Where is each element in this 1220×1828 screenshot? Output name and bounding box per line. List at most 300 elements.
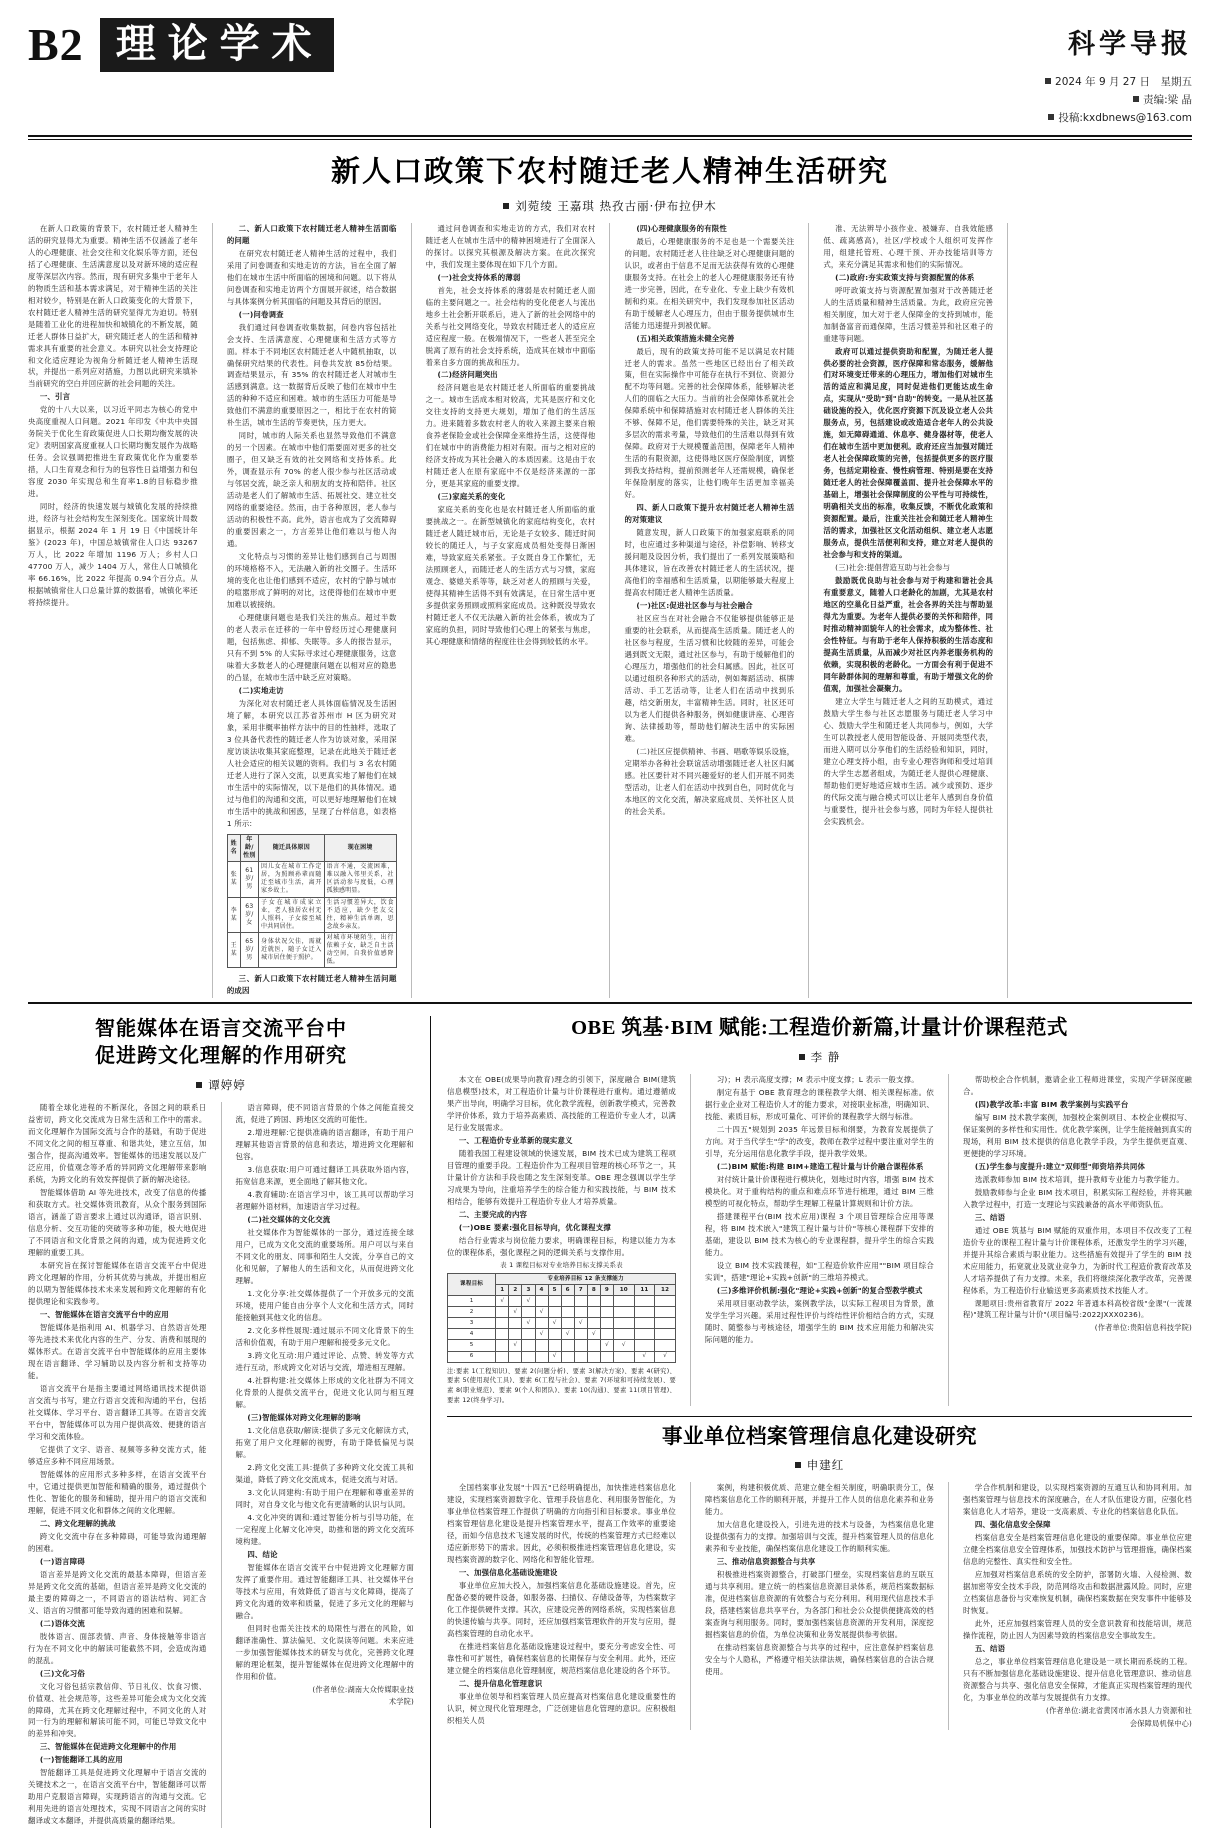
paragraph: 语言差异是跨文化交流的最基本障碍，但语言差异是跨文化交流的基础，但语言差异是跨文化交流的最主要的障碍之一，不同语言的语法结构、词汇含义、语言的习惯都可能导致沟通的困难和误解。 — [28, 1569, 207, 1615]
article-headline — [28, 1016, 414, 1070]
table-cell — [522, 1329, 535, 1340]
paragraph: 事业单位应加大投入，加强档案信息化基础设施建设。首先，应配备必要的硬件设备，如服务器、扫描仪、存储设备等，为档案数字化工作提供硬件支撑。其次，应建设完善的网络系统，实现档案信息的快速传输与共享。同时，还应加强档案管理软件的开发与应用，提高档案管理的自动化水平。 — [447, 1581, 676, 1638]
square-bullet-icon — [1048, 114, 1054, 120]
column-divider — [808, 223, 809, 999]
table-cell — [496, 1318, 509, 1329]
paragraph: 4.文化冲突的调和:通过智能分析与引导功能，在一定程度上化解文化冲突，助推和谐的跨文化交流环境构建。 — [235, 1512, 414, 1546]
paragraph: 随着我国工程建设领域的快速发展，BIM 技术已成为建筑工程项目管理的重要手段。工程造价作为工程项目管理的核心环节之一，其计量计价方法和手段也随之发生深刻变革。OBE 理念强调以学生学习成果为导向，注重培养学生的综合能力和实践技能，与 BIM 技术相结合，能够有效提升工程造价专业人才培养质量。 — [447, 1148, 676, 1206]
table-header-cell: 6 — [561, 1285, 574, 1296]
table-cell — [496, 1351, 509, 1362]
paragraph: 同时，城市的人际关系也显然导致他们不满意的另一个因素。在城市中他们需要面对更多的社交圈子，但又缺乏有效的社交网络和支持体系。此外，调查显示有 70% 的老人很少参与社区活动或与邻居交流，缺乏亲人和朋友的支持和陪伴。社区活动是老人们了解城市生活、拓展社交、建立社交网络的重要途径。然而，由于各种原因，老人参与活动的积极性不高。此外，语言也成为了交流障碍的重要因素之一，方言差异让他们难以与他人沟通。 — [226, 431, 397, 549]
table-header-cell: 5 — [548, 1285, 561, 1296]
paragraph: 社交媒体作为智能媒体的一部分，通过连接全球用户，已成为文化交流的重要场所。用户可以与来自不同文化的朋友、同事和陌生人交流，分享自己的文化和见解，了解他人的生活和文化，从而促进跨文化理解。 — [235, 1228, 414, 1286]
paragraph: 总之，事业单位档案管理信息化建设是一项长期而系统的工程。只有不断加强信息化基础设施建设、提升信息化管理意识、推动信息资源整合与共享、强化信息安全保障，才能真正实现档案管理的现代化，为事业单位的改革与发展提供有力支撑。 — [963, 1656, 1192, 1702]
paragraph: 1.文化信息获取/解读:提供了多元文化解读方式，拓宽了用户文化理解的视野，有助于降低偏见与误解。 — [235, 1425, 414, 1459]
table-cell — [634, 1318, 655, 1329]
author-affiliation: 会保障局机保中心) — [1129, 1718, 1192, 1728]
table-cell: 6 — [448, 1351, 496, 1362]
table-row — [448, 1351, 676, 1362]
column-divider — [212, 223, 213, 999]
subheading: 一、加强信息化基础设施建设 — [458, 1568, 558, 1578]
lower-right-stack — [447, 1016, 1192, 1828]
table-cell — [587, 1340, 600, 1351]
table-row — [448, 1340, 676, 1351]
table-cell: √ — [509, 1307, 522, 1318]
paragraph: (二)社区应提供精神、书画、唱歌等娱乐设施，定期举办各种社会联谊活动增强随迁老人社区归属感。社区要针对不同兴趣爱好的老人们开展不同类型活动，让老人们在活动中找到自色，同时优化与本地区的文化交流，解决家庭成员、关怀社区人员的社会关系。 — [624, 747, 795, 816]
subheading: (三)多维评价机制:强化"理论+实践+创新"的复合型教学模式 — [716, 1285, 923, 1295]
paragraph: 3.文化认同建构:有助于用户在理解和尊重差异的同时，对自身文化与他文化有更清晰的认识与认同。 — [235, 1487, 414, 1509]
paragraph: 首先，社会支持体系的薄弱是农村随迁老人面临的主要问题之一。社会结构的变化使老人与流出地乡土社会断开联系后，进入了新的社会网络中的关系与社交网络变化，导致农村随迁老人的适应应适应程度一般。在极端情况下，一些老人甚至完全脱离了原有的社会支持系统，造成其在城市中面临着来自多方面的挑战和压力。 — [425, 285, 596, 367]
funding-note: 课题项目:贵州省教育厅 2022 年普通本科高校省级"金课"(一流课程)"建筑工程计量与计价"(项目编号:2022JXXX0236)。 — [963, 1298, 1192, 1320]
paragraph: 4.教育辅助:在语言学习中，该工具可以帮助学习者理解外语材料，加速语言学习过程。 — [235, 1190, 414, 1212]
paragraph: 随着全球化进程的不断深化，各国之间的联系日益密切，跨文化交流成为日常生活和工作中的需求。而文化理解作为国际交流与合作的基础，有助于促进不同文化之间的相互尊重、和谐共处，建立互信，加强合作，提高沟通效率。智能媒体的迅速发展以及广泛应用，价值观念等矛盾的异同跨文化理解带来影响系统，为跨文化的有效发挥提供了新的解决途径。 — [28, 1103, 207, 1185]
subheading: (一)OBE 要素:强化目标导向，优化课程支撑 — [458, 1222, 611, 1232]
subheading: 五、结语 — [974, 1643, 1006, 1653]
subheading: (四)教学改革:丰富 BIM 教学案例与实践平台 — [974, 1099, 1129, 1109]
paragraph: 应加强对档案信息系统的安全防护，部署防火墙、入侵检测、数据加密等安全技术手段，防范网络攻击和数据泄露风险。同时，应建立档案信息备份与灾难恢复机制，确保档案数据在突发事件中能够及时恢复。 — [963, 1570, 1192, 1616]
table-header-cell: 姓名 — [227, 834, 240, 861]
issue-date-text: 2024 年 9 月 27 日 星期五 — [1055, 75, 1192, 88]
square-bullet-icon — [799, 1054, 805, 1060]
table-cell: 李某 — [227, 897, 240, 932]
table-cell: √ — [509, 1340, 522, 1351]
paragraph: 编写 BIM 技术教学案例，加强校企案例项目、本校企业模拟写、保证案例的多样性和实用性。优化教学案例，让学生能接触到真实的现场，利用 BIM 技术提供的信息化教学手段，为学生提供更直观、更便捷的学习环境。 — [963, 1112, 1192, 1158]
paragraph: 通过 OBE 筑基与 BIM 赋能的双重作用，本项目不仅改变了工程造价专业的课程工程计量与计价课程体系，还激发学生的学习兴趣，并提升其综合素质与职业能力。这些措施有效提升了学生的 BIM 技术应用能力，拓宽就业及就业竞争力，为新时代工程造价教育改革及人才培养提供了有力支撑。未来，我们将继续深化教学改革，完善课程体系，为工程造价行业输送更多高素质技术技能人才。 — [963, 1225, 1192, 1295]
paragraph: 最后，心理健康服务的不足也是一个需要关注的问题。农村随迁老人往往缺乏对心理健康问题的认识，或者由于信息不足而无法获得有效的心理健康服务支持。在社会上的老人心理健康服务还有待进一步完善，因此，在专业化、专业上缺少有效机制和约束。在相关研究中，我们发现参加社区活动有助于缓解老人心理压力，但由于服务提供城市生活能力迅速提升到被优解。 — [624, 236, 795, 330]
table-cell — [509, 1329, 522, 1340]
paragraph: 在推进档案信息化基础设施建设过程中，要充分考虑安全性、可靠性和可扩展性，确保档案信息的长期保存与安全利用。此外，还应建立健全的档案信息化管理制度，规范档案信息化建设的各个环节。 — [447, 1641, 676, 1675]
table-cell — [574, 1340, 587, 1351]
table-cell — [496, 1340, 509, 1351]
table-cell — [535, 1340, 548, 1351]
article-top-columns — [28, 223, 1192, 999]
table-cell — [509, 1296, 522, 1307]
course-goal-table — [447, 1273, 676, 1362]
column-divider — [948, 1074, 949, 1406]
table-cell — [548, 1307, 561, 1318]
byline — [28, 198, 1192, 214]
paragraph: 全国档案事业发展"十四五"已经明确提出，加快推进档案信息化建设，实现档案资源数字化、管理手段信息化、利用服务智能化，为事业单位档案管理工作提供了明确的方向指引和目标要求。事业单位档案管理信息化建设是提升档案管理水平，提高工作效率的重要途径，而如今信息技术飞速发展的时代，传统的档案管理方式已经难以适应新形势下的需求。因此，必须积极推进档案管理信息化建设，实现档案资源的数字化、网络化和智能化管理。 — [447, 1483, 676, 1565]
subheading: 三、智能媒体在促进跨文化理解中的作用 — [39, 1742, 177, 1752]
article-headline: 事业单位档案管理信息化建设研究 — [662, 1425, 977, 1448]
section-divider — [28, 1002, 1192, 1004]
paragraph: (三)社会:提倡营造互助与社会参与 — [835, 563, 951, 573]
table-cell — [535, 1296, 548, 1307]
article-column — [963, 1482, 1192, 1730]
article-columns — [447, 1074, 1192, 1406]
table-cell — [535, 1318, 548, 1329]
article-divider — [447, 1416, 1192, 1417]
table-cell — [614, 1329, 635, 1340]
table-cell — [548, 1340, 561, 1351]
paragraph: 此外，还应加强档案管理人员的安全意识教育和技能培训，规范操作流程，防止因人为因素导致的档案信息安全事故发生。 — [963, 1619, 1192, 1640]
paragraph: 智能媒体在语言交流平台中促进跨文化理解方面发挥了重要作用。通过智能翻译工具、社交媒体平台等技术与应用，有效降低了语言与文化障碍，提高了跨文化沟通的效率和质量，促进了多元文化的理解与融合。 — [235, 1562, 414, 1620]
table-cell: 王某 — [227, 932, 240, 967]
table-cell: 2 — [448, 1307, 496, 1318]
table-header-cell: 1 — [496, 1285, 509, 1296]
square-bullet-icon — [196, 1082, 202, 1088]
table-cell: 张某 — [227, 862, 240, 897]
table-cell — [600, 1351, 613, 1362]
table-cell: √ — [548, 1351, 561, 1362]
table-cell — [634, 1296, 655, 1307]
table-cell — [600, 1329, 613, 1340]
table-header-cell: 2 — [509, 1285, 522, 1296]
table-row — [227, 932, 396, 967]
subheading: (一)社区:促进社区参与与社会融合 — [636, 601, 753, 611]
table-cell — [587, 1296, 600, 1307]
paragraph: 加大信息化建设投入，引进先进的技术与设备，为档案信息化建设提供强有力的支撑。加强培训与交流，提升档案管理人员的信息化素养和专业技能，确保档案信息化建设工作的顺利实施。 — [705, 1520, 934, 1554]
table-cell — [587, 1318, 600, 1329]
subheading: (三)文化习俗 — [39, 1668, 85, 1678]
table-cell — [655, 1318, 676, 1329]
article-column — [447, 1074, 676, 1406]
paragraph: 呼吁政策支持与资源配置加强对于改善随迁老人的生活质量和精神生活质量。为此，政府应完善相关制度，加大对于老人保障金的支持到城市，能加制备富音而通保障，生活习惯差异和社区难子的重建等问题。 — [823, 285, 994, 343]
subheading: 四、新人口政策下提升农村随迁老人精神生活的对策建议 — [624, 503, 795, 525]
table-cell: 61 岁/男 — [240, 862, 258, 897]
column-divider — [948, 1482, 949, 1730]
table-cell — [600, 1296, 613, 1307]
table-cell: 65 岁/男 — [240, 932, 258, 967]
respondent-table — [227, 834, 397, 968]
table-header-cell: 现在困境 — [324, 834, 396, 861]
table-cell: 子女在城市成家立业，老人独居农村无人照料，子女接至城中共同居住。 — [259, 897, 325, 932]
page-title: 新人口政策下农村随迁老人精神生活研究 — [330, 156, 889, 189]
column-divider — [690, 1074, 691, 1406]
paragraph: 家庭关系的变化也是农村随迁老人所面临的重要挑战之一。在新型城镇化的家庭结构变化，农村随迁老人随迁城市后，无论是子女较多、随迁时间较长的随迁人，与子女家庭成员相处变得日渐困难，导致家庭关系紧张。子女既自身工作繁忙，无法照顾老人，而随迁老人的生活方式与习惯，家庭观念、婆媳关系等等，缺乏对老人的照顾与关爱，使得其精神生活得不到有效满足，在日常生活中更多提供家务照顾或照料家庭成员。这种既没导致农村随迁老人不仅无法融入新的社会体系，被成为了家庭的负担，同时导致他们心理上的紧张与焦虑，其心理健康和情绪的程度往往会得到较低的水平。 — [425, 505, 596, 647]
paragraph: 社区应当在对社会融合不仅能够提供能够正是重要的社会联系，从而提高生活质量。随迁老人的社区参与程度，生活习惯和比较随的差异，可能会遇到既文无限，通过社区参与，有助于缓解他们的心理压力，增强他们的社会归属感。因此，社区可以通过组织各种形式的活动，例如舞蹈活动、棋牌活动、手工艺活动等，让老人们在活动中找到乐趣，结交新朋友，丰富精神生活。同时，社区还可以为老人们提供各种服务，例如健康讲座、心理咨询、法律援助等，帮助他们解决生活中的实际困难。 — [624, 614, 795, 744]
table-header-cell: 4 — [535, 1285, 548, 1296]
paragraph: 心理健康问题也是我们关注的焦点。超过半数的老人表示在迁移的一年中曾经历过心理健康问题，包括焦虑、抑郁、失眠等。多人的报告显示，只有不到 5% 的人实际寻求过心理健康服务，这意味着大多数老人的心理健康问题在以相对应的隐患的凸显，在城市生活中缺乏应对策略。 — [226, 613, 397, 683]
article-column — [236, 1102, 415, 1828]
subheading: (二)社交媒体的文化交流 — [247, 1215, 331, 1225]
table-cell — [496, 1329, 509, 1340]
article-column — [823, 223, 993, 999]
byline — [447, 1049, 1192, 1065]
subheading: 二、提升信息化管理意识 — [458, 1678, 543, 1688]
paragraph: 在新人口政策的背景下，农村随迁老人精神生活的研究显得尤为重要。精神生活不仅涵盖了老年人的心理健康、社会交往和文化娱乐等方面，还包括了心理健康、生活满意度以及对新环境的适应程度等深层次内容。然而，现有研究多集中于老年人的物质生活和基本需求满足，对于精神生活的关注相对较少，特别是在新人口政策变化的大背景下，农村随迁老人精神生活的研究显得尤为迫切。特别是随着工业化的进程加快和城镇化的不断发展，随迁老人群体日益扩大，研究随迁老人的生活和精神需求具有重要的社会意义。本研究以社会支持理论和文化适应理论为视角分析随迁老人精神生活现状，并提出一系列应对措施，力图以此研究来填补当前研究的空白并回应新的社会问题的关注。 — [28, 223, 198, 389]
paragraph: 本研究旨在探讨智能媒体在语言交流平台中促进跨文化理解的作用，分析其优势与挑战，并提出相应的以期为智能媒体技术未来发展和跨文化理解的有化提供理论和实践参考。 — [28, 1261, 207, 1307]
paragraph: 肢体语言、面部表情、声音、身体接触等非语言行为在不同文化中的解读可能截然不同，会造成沟通的混乱。 — [28, 1631, 207, 1665]
table-cell — [561, 1318, 574, 1329]
paragraph: 学合作机制和建设，以实现档案资源的互通互认和协同利用。加强档案管理与信息技术的深度融合，在人才队伍建设方面，应强化档案信息化人才培养，建设一支高素质、专业化的档案信息化队伍。 — [963, 1483, 1192, 1517]
byline-text: 谭婷婷 — [208, 1078, 246, 1093]
article-headline: OBE 筑基·BIM 赋能:工程造价新篇,计量计价课程范式 — [571, 1017, 1068, 1040]
table-cell — [574, 1296, 587, 1307]
table-cell: 语言不通，交流困难，难以融入邻里关系，社区活动参与度低，心理孤独感明显。 — [324, 862, 396, 897]
table-header-cell: 专业培养目标 12 条支撑能力 — [496, 1274, 676, 1285]
paragraph: 3.跨文化互动:用户通过评论、点赞、转发等方式进行互动，形成跨文化对话与交流，增进相互理解。 — [235, 1350, 414, 1372]
table-row — [448, 1318, 676, 1329]
byline-text: 刘菀绫 王嘉琪 热孜古丽·伊布拉伊木 — [515, 198, 717, 213]
table-cell — [655, 1296, 676, 1307]
author-affiliation: (作者单位:贵阳信息科技学院) — [1094, 1322, 1192, 1332]
article-column — [426, 223, 596, 999]
subheading: (五)相关政策措施未健全完善 — [636, 333, 735, 343]
column-divider — [1007, 223, 1008, 999]
paragraph: 建立大学生与随迁老人之间的互助模式，通过鼓励大学生参与社区志愿服务与随迁老人学习中心、鼓励大学生和随迁老人共同参与，例如，大学生可以教授老人使用智能设备、开展同类型代表，而进入期可以分享他们的生活经验和知识，同时，建立心理支持小组，由专业心理咨询师和受过培训的大学生志愿者组成，为随迁老人提供心理健康、帮助他们更好地适应城市生活。减少或预防、逐步的代际交流与融合模式可以让老年人感到自身价值与重要性，提升社会参与感，同时为年轻人提供社会实践机会。 — [823, 697, 994, 826]
table-cell — [600, 1318, 613, 1329]
table-cell — [574, 1307, 587, 1318]
article-columns — [447, 1482, 1192, 1730]
article-column — [624, 223, 794, 999]
subheading: 三、推动信息资源整合与共享 — [716, 1557, 816, 1567]
table-cell — [561, 1296, 574, 1307]
subheading: (二)政府:夯实政策支持与资源配置的体系 — [835, 272, 975, 282]
article-column — [28, 1102, 207, 1828]
table-cell: √ — [535, 1307, 548, 1318]
table-cell — [548, 1296, 561, 1307]
paragraph: 在推动档案信息资源整合与共享的过程中，应注意保护档案信息安全与个人隐私，严格遵守相关法律法规，确保档案信息的合法合规使用。 — [705, 1642, 934, 1676]
table-cell: √ — [614, 1340, 635, 1351]
paragraph: 同时，经济的快速发展与城镇化发展的持续推进，经济与社会结构发生深刻变化。国家统计局数据显示，根据 2024 年 1 月 19 日《中国统计年鉴》(2023 年)，中国总城镇常住人口达 93267 万人，比 2022 年增加 1196 万人；乡村人口 47700 万人，减少 1404 万人，常住人口城镇化率 66.16%，比 2022 年提高 0.94个百分点。从根据城镇常住人口总量计算的数据看，城镇化率还将持续提升。 — [28, 502, 198, 608]
paragraph: 2.增进理解:它提供准确的语言翻译，有助于用户理解其他语言背景的信息和表达，增进跨文化理解和包容。 — [235, 1128, 414, 1162]
paragraph: 档案信息安全是档案管理信息化建设的重要保障。事业单位应建立健全档案信息安全管理体系，加强技术防护与管理措施，确保档案信息的完整性、真实性和安全性。 — [963, 1533, 1192, 1567]
table-cell: √ — [496, 1296, 509, 1307]
paragraph: 3.信息获取:用户可通过翻译工具获取外语内容，拓宽信息来源，更全面地了解其他文化。 — [235, 1165, 414, 1187]
table-cell — [509, 1318, 522, 1329]
subheading: (三)家庭关系的变化 — [437, 492, 506, 502]
lower-zone — [28, 1016, 1192, 1828]
article-obe — [447, 1016, 1192, 1405]
paragraph: 选派教师参加 BIM 技术培训，提升教师专业能力与教学能力。 — [974, 1174, 1184, 1184]
author-affiliation: (作者单位:湖南大众传媒职业技 — [312, 1684, 414, 1694]
table-header-row — [227, 834, 396, 861]
section-title: 理论学术 — [100, 18, 334, 72]
table-cell: √ — [535, 1329, 548, 1340]
paragraph: 设立 BIM 技术实践课程，如"工程造价软件应用""BIM 项目综合实训"，搭建"理论+实践+创新"的三维培养模式。 — [705, 1260, 934, 1282]
paragraph: 智能媒体借助 AI 等先进技术，改变了信息的传播和获取方式。社交媒体资讯教育，从众个服务到国际语言，涵盖了语言要求上通过以沟通译，语言识别、信息分析、交互功能的突破等多种功能，极大地促进了不同语言和文化背景之间的沟通，成为促进跨文化理解的重要工具。 — [28, 1188, 207, 1258]
table-cell: 对城市环境陌生，出行依赖子女，缺乏自主活动空间，自我价值感降低。 — [324, 932, 396, 967]
subheading: (一)社会支持体系的薄弱 — [437, 272, 521, 282]
table-note: 注:要素 1(工程知识)、要素 2(问题分析)、要素 3(解决方案)、要素 4(研究)、要素 5(使用现代工具)、要素 6(工程与社会)、要素 7(环境和可持续发展)、要素 8(职业规范)、要素 9(个人和团队)、要素 10(沟通)、要素 11(项目管理)、要素 12(终身学习)。 — [447, 1367, 676, 1404]
masthead-rule-thin — [28, 139, 1192, 140]
paragraph: 跨文化交流中存在多种障碍，可能导致沟通理解的困难。 — [28, 1531, 207, 1553]
table-row — [448, 1307, 676, 1318]
subheading: (二)经济问题突出 — [437, 370, 498, 380]
table-cell: √ — [522, 1318, 535, 1329]
subheading: (二)BIM 赋能:构建 BIM+建造工程计量与计价融合课程体系 — [716, 1161, 924, 1171]
table-header-cell: 年龄/性别 — [240, 834, 258, 861]
masthead-right — [1045, 18, 1192, 127]
table-cell — [561, 1351, 574, 1362]
byline — [28, 1077, 414, 1093]
table-cell: √ — [587, 1329, 600, 1340]
paragraph: 但同时也需关注技术的局限性与潜在的风险，如翻译准确性、算法偏见、文化误读等问题。未来应进一步加强智能媒体技术的研发与优化，完善跨文化理解的理论框架，提升智能媒体在促进跨文化理解中的作用和价值。 — [235, 1623, 414, 1681]
square-bullet-icon — [503, 203, 509, 209]
subheading: 四、强化信息安全保障 — [974, 1520, 1051, 1530]
paragraph: 案例，构建积极优质、范建立健全相关制度，明确职责分工，保障档案信息化工作的顺利开展，并提升工作人员的信息化素养和业务能力。 — [705, 1483, 934, 1517]
submission-line — [1045, 110, 1192, 128]
table-header-cell: 课程目标 — [448, 1274, 496, 1296]
square-bullet-icon — [1133, 96, 1139, 102]
table-cell: 4 — [448, 1329, 496, 1340]
table-cell — [535, 1351, 548, 1362]
subheading: 二、新人口政策下农村随迁老人精神生活面临的问题 — [226, 223, 397, 245]
article-column — [705, 1074, 934, 1406]
paragraph: 鼓励教师参与企业 BIM 技术项目，积累实际工程经验，并将其融入教学过程中，打造一支理论与实践兼备的高水平师资队伍。 — [963, 1187, 1192, 1209]
paragraph: 智能媒体是指利用 AI、机器学习、自然语言处理等先进技术来优化内容的生产、分发、消费和展现的媒体形式。在语言交流平台中智能媒体的应用主要体现在语言翻译、学习辅助以及内容分析和支持等功能。 — [28, 1322, 207, 1380]
table-cell — [496, 1307, 509, 1318]
column-divider — [690, 1482, 691, 1730]
article-columns — [28, 1102, 414, 1828]
table-cell — [614, 1296, 635, 1307]
subheading: 三、新人口政策下农村随迁老人精神生活问题的成因 — [226, 974, 397, 996]
subheading: 一、引言 — [39, 392, 71, 402]
table-cell — [561, 1307, 574, 1318]
table-cell — [574, 1351, 587, 1362]
paragraph: 对付统计量计价课程进行模块化，划地过时内容，增强 BIM 技术模块化。对于重构结构的重点和难点环节进行梳理，通过 BIM 三维模型的可视化特点，帮助学生理解工程量计算规则和计价方法。 — [705, 1174, 934, 1208]
table-cell — [655, 1340, 676, 1351]
paragraph: 结合行业需求与岗位能力要求，明确课程目标，构建以能力为本位的课程体系，强化课程之间的逻辑关系与支撑作用。 — [447, 1235, 676, 1257]
article-column — [28, 223, 198, 999]
article-top — [28, 154, 1192, 998]
table-cell — [561, 1340, 574, 1351]
masthead-left — [28, 18, 334, 72]
masthead-rule — [28, 135, 1192, 137]
subheading: 四、结论 — [247, 1549, 278, 1559]
table-cell: √ — [574, 1318, 587, 1329]
table-cell — [522, 1351, 535, 1362]
paragraph: 帮助校企合作机制，邀请企业工程师进课堂，实现产学研深度融合。 — [963, 1074, 1192, 1096]
subheading: 二、主要完成的内容 — [458, 1209, 528, 1219]
table-header-cell: 11 — [634, 1285, 655, 1296]
table-cell — [574, 1329, 587, 1340]
paragraph: 2.文化多样性展现:通过展示不同文化背景下的生活和价值观，有助于用户理解和接受多元文化。 — [235, 1325, 414, 1347]
article-column — [447, 1482, 676, 1730]
paragraph: 智能翻译工具是促进跨文化理解中于语言交流的关键技术之一，在语言交流平台中，智能翻译可以帮助用户克服语言障碍，实现跨语言的沟通与交流。它利用先进的语言处理技术，实现不同语言之间的实时翻译或文本翻译，并提供高质量的翻译结果。 — [28, 1768, 207, 1826]
table-cell — [634, 1307, 655, 1318]
byline-text: 申建红 — [806, 1458, 845, 1473]
table-header-cell: 8 — [587, 1285, 600, 1296]
paragraph: 采用项目驱动教学法，案例教学法，以实际工程项目为背景，激发学生学习兴趣。采用过程性评价与终结性评价相结合的方式，实现随时、随整参与考核途径，增强学生的 BIM 技术应用能力和解决实际问题的能力。 — [705, 1298, 934, 1344]
paragraph: 在研究农村随迁老人精神生活的过程中，我们采用了问卷调查和实地走访的方法，旨在全面了解他们在城市生活中所面临的困境和问题。以下将从问卷调查和实地走访两个方面展开叙述，结合数据与具体案例分析其面临的问题及其背后的原因。 — [226, 248, 397, 306]
table-cell — [509, 1351, 522, 1362]
table-cell — [614, 1307, 635, 1318]
table-header-cell: 7 — [574, 1285, 587, 1296]
paragraph: 党的十八大以来，以习近平同志为核心的党中央高度重视人口问题。2021 年印发《中共中央国务院关于优化生育政策促进人口长期均衡发展的决定》表明国家高度重视人口长期均衡发展作为战略任务。会议强调把推进生育政策优化作为重要举措，人口生育观念和行为的包容性日益增强力和包容度 2030 年实现总和生育率1.8的目标稳步推进。 — [28, 405, 198, 499]
paragraph: 二十四五"规划到 2035 年远景目标和纲要，为教育发展提供了方向。对于当代学生"学"的改变，教师在教学过程中要注重对学生的引导，充分运用信息化教学手段，提升教学效果。 — [705, 1124, 934, 1158]
editor-text: 责编:梁 晶 — [1143, 93, 1192, 106]
paragraph: 最后，现有的政策支持可能不足以满足农村随迁老人的需求。虽然一些地区已经出台了相关政策，但在实际操作中可能存在执行不到位、资源分配不均等问题。完善的社会保障体系，能够解决老人们的面临之大压力。当前的社会保障体系就社会保障系统中和保障措施对农村随迁老人群体的关注不够、保障不足，他们需要特殊的关注，缺乏对其多层次的需求考量，导致他们的生活难以得到有效保障。政府对于大规模覆盖范围，保障老年人精神生活的有限资源，这使得地区医疗保险制度，调整到我支持结构，提前预测老年人还需规模，确保老年保险制度的落实，让他们晚年生活更加幸福美好。 — [624, 346, 795, 500]
paragraph: 文化习俗包括宗教信仰、节日礼仪、饮食习惯、价值观、社会规范等，这些差异可能会成为文化交流的障碍，尤其在跨文化理解过程中，不同文化的人对同一行为的理解和解读可能不同，可能已导致文化中的差异和冲突。 — [28, 1681, 207, 1739]
article-column — [963, 1074, 1192, 1406]
table-cell: 生活习惯差异大，饮食不适应，缺少老友交往，精神生活单调，思念故乡亲友。 — [324, 897, 396, 932]
paragraph: 我们通过问卷调查收集数据，问卷内容包括社会支持、生活满意度、心理健康和生活方式等方面。样本于不同地区农村随迁老人中随机抽取，以确保研究结果的代表性。问卷共发放 85份结果。调查结果显示，有 35% 的农村随迁老人对城市生活感到满意。这一数据背后反映了他们在城市中生活的种种不适应和困难。城市的生活压力可能是导致他们不满意的重要原因之一，相比于在农村的简朴生活，城市生活的节奏更快，压力更大。 — [226, 322, 397, 428]
paragraph: 经济问题也是农村随迁老人所面临的重要挑战之一。城市生活成本相对较高，尤其是医疗和文化交往支持的支持更大规划，增加了他们的生活压力。进来随着多数农村老人的收入来源主要来自粮食养老保险金或社会保障金来维持生活，这使得他们在城市中的消费能力相对有限。而与之相对应的经济支持成为其社会融入的本质因素。这是由于农村随迁老人在原有家庭中不仅是经济来源的一部分，更是其家庭的重要支撑。 — [425, 383, 596, 489]
table-cell: √ — [548, 1318, 561, 1329]
table-cell — [634, 1340, 655, 1351]
square-bullet-icon — [795, 1462, 801, 1468]
paragraph: 制定有基于 OBE 教育理念的课程教学大纲、相关课程标准。依据行业企业对工程造价人才的能力要求，对接职业标准，明确知识、技能、素质目标，形成可量化、可评价的课程教学大纲与标准。 — [705, 1087, 934, 1121]
table-cell: 1 — [448, 1296, 496, 1307]
zone-divider — [430, 1016, 431, 1828]
paragraph: 它提供了文字、语音、视频等多种交流方式，能够适应多种不同应用场景。 — [28, 1444, 207, 1466]
subheading: (四)心理健康服务的有限性 — [636, 223, 727, 233]
table-cell — [548, 1329, 561, 1340]
article-column — [1022, 223, 1192, 999]
table-cell — [614, 1318, 635, 1329]
table-cell — [587, 1351, 600, 1362]
subheading: (五)学生参与度提升:建立"双师型"师资培养共同体 — [974, 1161, 1146, 1171]
paragraph: 积极推进档案资源整合，打破部门壁垒，实现档案信息的互联互通与共享利用。建立统一的档案信息资源目录体系，规范档案数据标准，促进档案信息资源的有效整合与充分利用。利用现代信息技术手段，搭建档案信息共享平台，为各部门和社会公众提供便捷高效的档案查询与利用服务。同时，要加强档案信息资源的开发利用，深度挖掘档案信息的价值，为单位决策和业务发展提供参考依据。 — [705, 1570, 934, 1639]
paragraph: 文化特点与习惯的差异让他们感到自己与周围的环境格格不入，无法融入新的社交圈子。生活环境的变化也让他们感到不适应，农村的宁静与城市的喧嚣形成了鲜明的对比，这使得他们在城市中更加难以被接纳。 — [226, 552, 397, 610]
table-cell — [522, 1340, 535, 1351]
table-cell: 因儿女在城市工作定居，为照顾孙辈而随迁至城市生活，离开家乡故土。 — [259, 862, 325, 897]
column-divider — [609, 223, 610, 999]
article-archive — [447, 1425, 1192, 1731]
table-header-cell: 9 — [600, 1285, 613, 1296]
paragraph: 语言交流平台是指主要通过网络通讯技术提供语言交流与书写，建立行语言交流和沟通的平台，包括社交媒体、学习平台、语言翻译工具等。在语言交流平台中，智能媒体可以为用户提供高效、便捷的语言学习和交流体验。 — [28, 1383, 207, 1441]
table-header-cell: 12 — [655, 1285, 676, 1296]
table-row — [227, 862, 396, 897]
subheading: 一、智能媒体在语言交流平台中的应用 — [39, 1310, 169, 1319]
headline-line-2: 促进跨文化理解的作用研究 — [95, 1045, 347, 1068]
table-cell: √ — [561, 1329, 574, 1340]
table-row — [448, 1329, 676, 1340]
square-bullet-icon — [1045, 78, 1051, 84]
byline-text: 李 静 — [810, 1049, 841, 1064]
issue-date — [1045, 74, 1192, 92]
article-column — [705, 1482, 934, 1730]
masthead — [28, 18, 1192, 127]
paragraph: 为深化对农村随迁老人具体面临情况及生活困境了解，本研究以江苏省苏州市 H 区为研究对象，采用非概率抽样方法中的目的性抽样，选取了 3 位具备代表性的随迁老人作为访谈对象，采用深度访谈法收集其家庭整理，记录在此地关于随迁老人社会适应的相关议题的资料。我们与 3 名农村随迁老人进行了深入交流，以更真实地了解他们在城市生活中的实际情况，以下是他们的具体情况。通过与他们的沟通和交流，可以更好地理解他们在城市生活中的挑战和困惑，呈现了台样信息，如表格 1 所示: — [226, 699, 397, 828]
paragraph: 语言障碍，使不同语言背景的个体之间能直接交流，促进了跨国、跨地区交流的可能性。 — [235, 1103, 414, 1125]
subheading: 三、结语 — [974, 1212, 1006, 1222]
headline-line-1: 智能媒体在语言交流平台中 — [95, 1018, 347, 1041]
paragraph: 随意发现，新人口政策下的加强家庭联系的同时，也应通过多种渠道与途径，补偿影响、转移支援问题及设因分析，我们提出了一系列发展策略和具体建议，旨在改善农村随迁老人的生活状况，提高他们的幸福感和生活质量，以期能够最大程度上提高农村随迁老人精神生活质量。 — [624, 528, 795, 598]
page-number: B2 — [28, 19, 84, 70]
table-cell: 3 — [448, 1318, 496, 1329]
subheading: 政府可以通过提供资助和配置，为随迁老人提供必要的社会资源，医疗保障和常态服务，缓解他们对环境变迁带来的心理压力，增加他们对城市生活的适应和满足度，同时促进他们更能达成生命点，实现从"受助"到"自助"的转变。一是从社区基础设施的投入，优化医疗资源下沉及设立老人公共服务点，另，包括建设或改造适合老年人的公共设施，如无障碍通道、休息亭、健身器材等，使老人们在城市生活中更加便利。政府还应当加强对随迁老人社会保障政策的完善，包括提供更多的医疗服务，包括定期检查、慢性病管理、特别是要在支持随迁老人的社会保障覆盖面、提升社会保障水平的基础上，增强社会保障制度的公平性与可持续性，明确相关支出的标准，收集反馈，不断优化政策和资源配置。最后，注重关注社会和随迁老人精神生活的需求，加强社区文化活动组织、建立老人志愿服务点，提供生活便利和支持，建立对老人提供的社会参与和支持的渠道。 — [823, 346, 994, 560]
paragraph: 搭建课程平台(BIM 技术应用)课程 3 个项目管理综合应用等课程，将 BIM 技术嵌入"建筑工程计量与计价"等核心课程群下安排的基础，建设以 BIM 技术为核心的专业课程群，提升学生的综合实践能力。 — [705, 1211, 934, 1257]
table-cell — [634, 1329, 655, 1340]
table-cell: √ — [600, 1340, 613, 1351]
article-smart-media — [28, 1016, 414, 1828]
author-affiliation: 术学院) — [388, 1697, 414, 1707]
subheading: (一)问卷调查 — [238, 309, 284, 319]
submission-text: 投稿:kxdbnews@163.com — [1058, 111, 1192, 124]
subheading: (一)语言障碍 — [39, 1556, 85, 1566]
paragraph: 准、无法辨导小孩作业、被嫌弃、自我效能感低、疏离感高)，社区/学校或个人组织可发挥作用，组建托管班、心理干预、开办技能培训等方式，来充分满足其需求和他们的实际情况。 — [823, 223, 994, 269]
byline — [447, 1457, 1192, 1473]
table-cell: 63 岁/女 — [240, 897, 258, 932]
paragraph: 本文在 OBE(成果导向教育)理念的引领下，深度融合 BIM(建筑信息模型)技术，对工程造价计量与计价课程进行重构。通过遵循成果产出导向，明确学习目标，优化教学流程，创新教学模式，完善教学评价体系，致力于培养高素质、高技能的工程造价专业人才，以满足行业发展需求。 — [447, 1074, 676, 1132]
subheading: (三)智能媒体对跨文化理解的影响 — [247, 1412, 361, 1422]
table-header-cell: 3 — [522, 1285, 535, 1296]
paragraph: 2.跨文化交流工具:提供了多种跨文化交流工具和渠道，降低了跨文化交流成本，促进交流与对话。 — [235, 1462, 414, 1484]
table-cell — [600, 1307, 613, 1318]
table-cell: √ — [522, 1296, 535, 1307]
table-cell — [655, 1307, 676, 1318]
subheading: (二)实地走访 — [238, 686, 284, 696]
column-divider — [411, 223, 412, 999]
table-header-cell: 随迁具体原因 — [259, 834, 325, 861]
table-cell: 身体状况欠佳，需就近就医，随子女迁入城市居住便于照护。 — [259, 932, 325, 967]
editor-line — [1045, 92, 1192, 110]
table-cell: 5 — [448, 1340, 496, 1351]
table-cell — [614, 1351, 635, 1362]
table-cell: √ — [655, 1351, 676, 1362]
table-cell — [587, 1307, 600, 1318]
paragraph: 1.文化分享:社交媒体提供了一个开放多元的交流环境，使用户能自由分享个人文化和生活方式，同时能接触到其他文化的信息。 — [235, 1289, 414, 1322]
paragraph: 4.社群构建:社交媒体上形成的文化社群为不同文化背景的人提供交流平台，促进文化认同与相互理解。 — [235, 1375, 414, 1409]
paragraph: 事业单位领导和档案管理人员应提高对档案信息化建设重要性的认识，树立现代化管理理念，广泛创建信息化管理的意识。应积极组织相关人员 — [447, 1691, 676, 1725]
subheading: 二、跨文化理解的挑战 — [39, 1518, 116, 1528]
paragraph: 通过问卷调查和实地走访的方式，我们对农村随迁老人在城市生活中的精神困境进行了全面深入的探讨。以探究其根源及解决方案。在此次探究中，我们发现主要体现在如下几个方面。 — [425, 223, 596, 269]
table-cell — [522, 1307, 535, 1318]
table-cell — [655, 1329, 676, 1340]
